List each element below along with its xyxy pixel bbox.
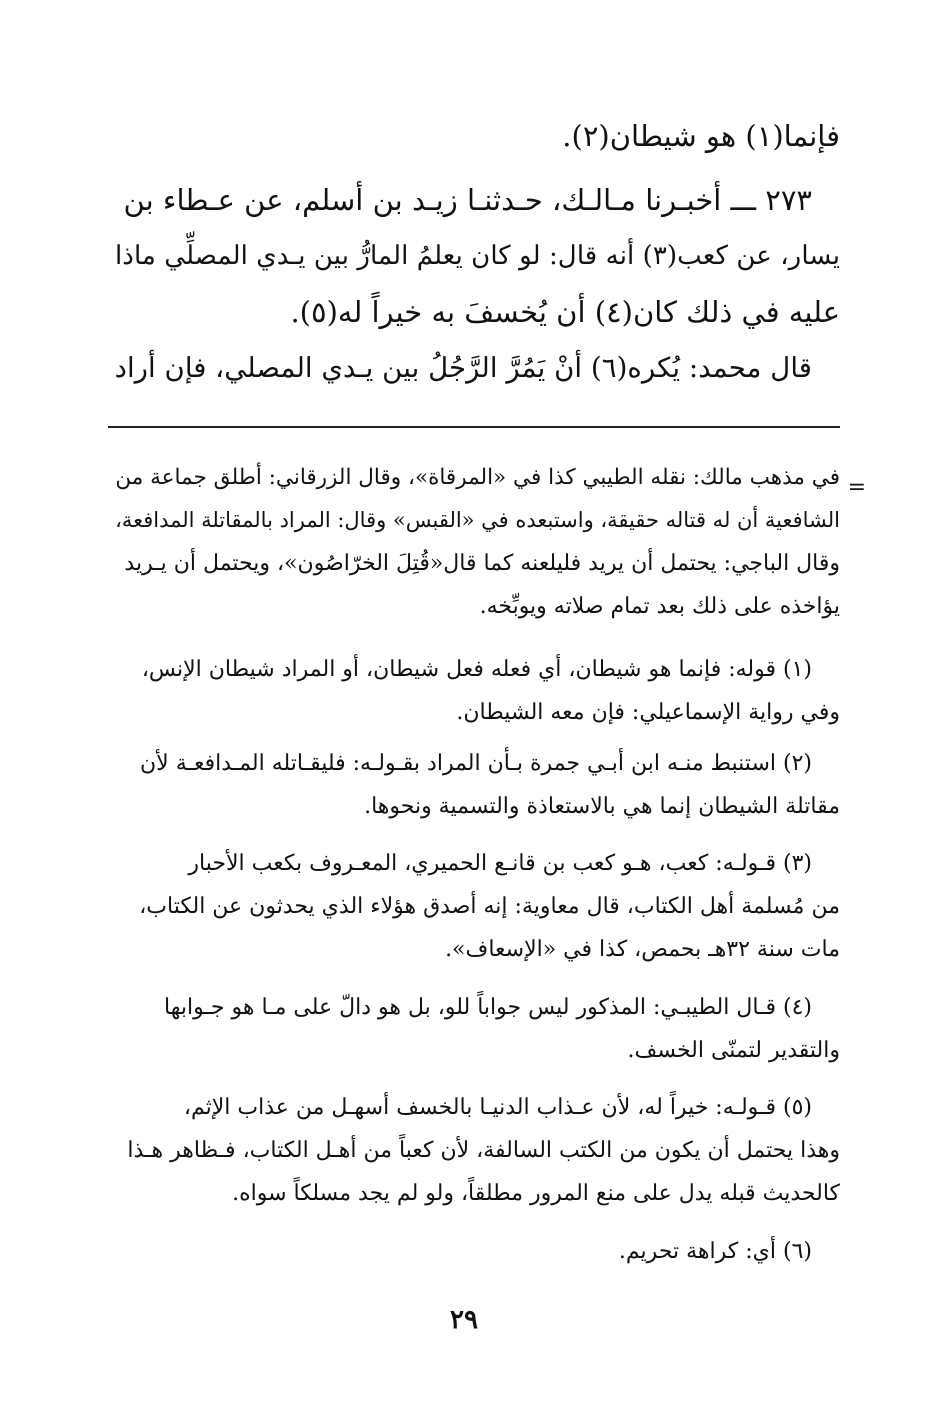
footnote-3 xyxy=(100,842,840,971)
hadith-273-paragraph xyxy=(100,172,840,340)
text-line: وقال الباجي: يحتمل أن يريد فليلعنه كما قال«قُتِلَ الخرّاصُون»، ويحتمل أن يـريد xyxy=(124,551,840,576)
text-line: (٦) أي: كراهة تحريم. xyxy=(618,1239,812,1264)
main-text-line-1 xyxy=(100,108,840,164)
continuation-mark: = xyxy=(847,475,866,500)
text-line: ٢٧٣ ـــ أخبـرنا مـالـك، حـدثنـا زيـد بن أسلم، عن عـطاء بن xyxy=(123,183,812,217)
footnote-5 xyxy=(100,1086,840,1215)
text-line: كالحديث قبله يدل على منع المرور مطلقاً، ولو لم يجد مسلكاً سواه. xyxy=(232,1181,840,1206)
text-line: يسار، عن كعب(٣) أنه قال: لو كان يعلمُ المارُّ بين يـدي المصلِّي ماذا xyxy=(115,241,840,271)
footnote-2 xyxy=(100,742,840,828)
text-line: قال محمد: يُكره(٦) أنْ يَمُرَّ الرَّجُلُ بين يـدي المصلي، فإن أراد xyxy=(114,351,812,384)
text-line: (٥) قـولـه: خيراً له، لأن عـذاب الدنيـا بالخسف أسهـل من عذاب الإثم، xyxy=(183,1095,812,1120)
text-line: (٢) استنبط منـه ابن أبـي جمرة بـأن المراد بقـولـه: فليقـاتله المـدافعـة لأن xyxy=(140,751,812,776)
text-line: من مُسلمة أهل الكتاب، قال معاوية: إنه أصدق هؤلاء الذي يحدثون عن الكتاب، xyxy=(139,894,840,919)
text-line: فإنما(١) هو شيطان(٢). xyxy=(562,119,840,153)
text-line: عليه في ذلك كان(٤) أن يُخسفَ به خيراً له(٥). xyxy=(290,295,840,329)
text-line: والتقدير لتمنّى الخسف. xyxy=(627,1038,840,1063)
footnote-continuation xyxy=(100,456,840,628)
text-line: وفي رواية الإسماعيلي: فإن معه الشيطان. xyxy=(456,700,840,725)
footnote-6 xyxy=(100,1230,840,1273)
text-line: مقاتلة الشيطان إنما هي بالاستعاذة والتسمية ونحوها. xyxy=(364,794,840,819)
footnote-separator-line xyxy=(108,426,840,428)
page-number: ٢٩ xyxy=(450,1305,478,1335)
text-line: الشافعية أن له قتاله حقيقة، واستبعده في «القبس» وقال: المراد بالمقاتلة المدافعة، xyxy=(115,508,840,532)
footnote-1 xyxy=(100,648,840,734)
text-line: (٤) قـال الطيبـي: المذكور ليس جواباً للو، بل هو دالّ على مـا هو جـوابها xyxy=(164,995,812,1020)
text-line: (٣) قـولـه: كعب، هـو كعب بن قانـع الحميري، المعـروف بكعب الأحبار xyxy=(188,851,812,876)
muhammad-comment-paragraph xyxy=(100,340,840,396)
text-line: في مذهب مالك: نقله الطيبي كذا في «المرقاة»، وقال الزرقاني: أطلق جماعة من xyxy=(115,465,840,490)
text-line: يؤاخذه على ذلك بعد تمام صلاته ويوبِّخه. xyxy=(479,594,840,619)
footnote-4 xyxy=(100,986,840,1072)
text-line: مات سنة ٣٢هـ بحمص، كذا في «الإسعاف». xyxy=(445,937,840,962)
text-line: (١) قوله: فإنما هو شيطان، أي فعله فعل شيطان، أو المراد شيطان الإنس، xyxy=(141,657,812,682)
text-line: وهذا يحتمل أن يكون من الكتب السالفة، لأن كعباً من أهـل الكتاب، فـظاهر هـذا xyxy=(127,1138,840,1163)
